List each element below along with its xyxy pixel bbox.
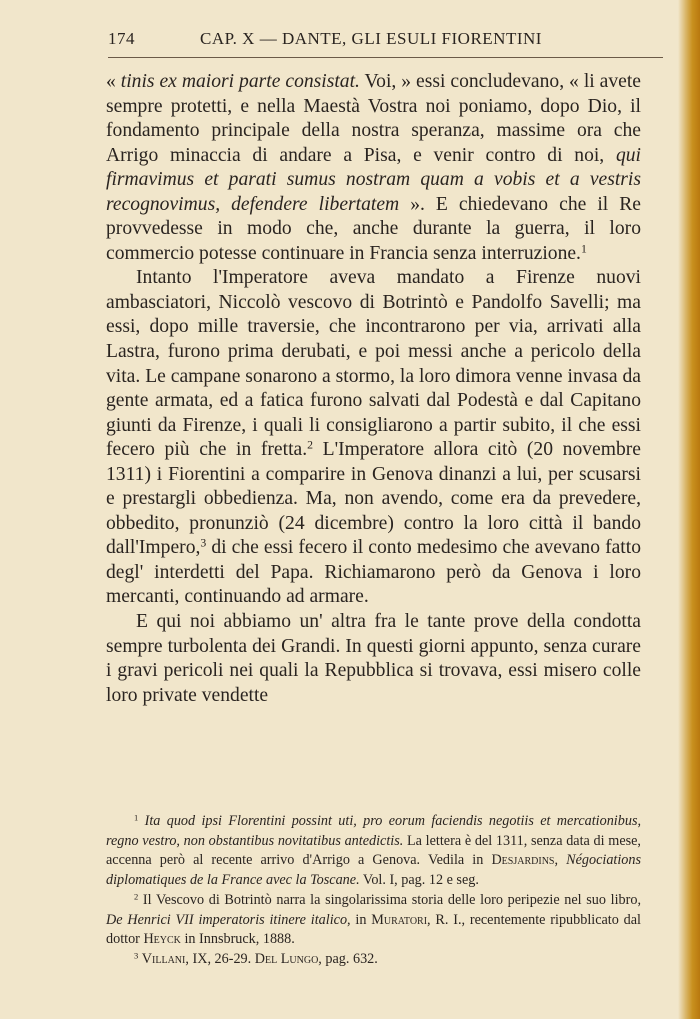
footnote-mark: 3 [134, 950, 139, 961]
author-name: Del Lungo [254, 950, 319, 967]
text-run: di che essi fecero il conto medesimo che avevano fatto degl' interdetti del Papa. Richiamarono però da Genova i loro mercanti, continuando ad armare. [106, 537, 641, 608]
book-title: De Henrici VII imperatoris itinere italico [106, 911, 348, 928]
footnotes [106, 812, 641, 970]
latin-quote: Ita quod ipsi Florentini possint uti, pro eorum faciendis negotiis et mercationibus, regno vestro, non obstantibus novitatibus antedictis. [106, 813, 642, 849]
text-run: , [554, 852, 567, 869]
latin-quote: tinis ex maiori parte consistat. [120, 71, 360, 92]
author-name: Desjardins [491, 852, 555, 869]
latin-quote: qui firmavimus et parati sumus nostram quam a vobis et a vestris recognovimus, defendere libertatem [106, 144, 641, 215]
author-name: Villani [141, 950, 186, 967]
text-run: Vol. I, pag. 12 e seg. [359, 872, 479, 889]
footnote-ref-1: 1 [580, 242, 587, 256]
text-run: , pag. 632. [318, 950, 378, 967]
text-run: E qui noi abbiamo un' altra fra le tante prove della condotta sempre turbolenta dei Grandi. In questi giorni appunto, senza curare i gravi pericoli nei quali la Repubblica si trovava, essi misero colle loro private vendette [106, 611, 641, 706]
footnote-mark: 1 [134, 812, 139, 823]
paragraph-1 [106, 70, 641, 266]
text-run: La lettera è del 1311, senza data di mese, accenna però al recente arrivo d'Arrigo a Genova. Vedila in [106, 832, 641, 869]
text-run: L'Imperatore allora citò (20 novembre 1311) i Fiorentini a comparire in Genova dinanzi a lui, per scusarsi e prestargli obbedienza. Ma, non avendo, come era da prevedere, obbedito, pronunziò (24 dicembre) contro la loro città il bando dall'Impero, [106, 439, 641, 559]
footnote-mark: 2 [134, 891, 139, 902]
text-run: , R. I., recentemente ripubblicato dal dottor [106, 911, 641, 948]
footnote-2 [106, 891, 641, 950]
footnote-3 [106, 950, 641, 970]
author-name: Heyck [143, 931, 181, 948]
running-head: CAP. X — DANTE, GLI ESULI FIORENTINI [200, 29, 542, 48]
page-header [108, 27, 663, 57]
text-run: ». E chiedevano che il Re provvedesse in modo che, anche durante la guerra, il loro commercio potesse continuare in Francia senza interruzione. [106, 193, 641, 264]
text-run: « [106, 71, 121, 92]
footnote-1 [106, 812, 641, 891]
footnote-ref-3: 3 [200, 536, 207, 550]
header-rule [108, 57, 663, 58]
paragraph-3 [106, 610, 641, 708]
text-run: Voi, » essi concludevano, « li avete sempre protetti, e nella Maestà Vostra noi poniamo, dopo Dio, il fondamento principale della nostra speranza, massime ora che Arrigo minaccia di andare a Pisa, e venir contro di noi, [106, 71, 641, 166]
paragraph-2 [106, 266, 641, 610]
main-text [106, 70, 641, 708]
text-run: Il Vescovo di Botrintò narra la singolarissima storia delle loro peripezie nel suo libro, [142, 891, 642, 908]
text-run: in Innsbruck, 1888. [180, 931, 295, 948]
text-run: , in [347, 911, 372, 928]
footnote-ref-2: 2 [307, 438, 313, 452]
text-run: Intanto l'Imperatore aveva mandato a Firenze nuovi ambasciatori, Niccolò vescovo di Botrintò e Pandolfo Savelli; ma essi, dopo mille traversie, che incontrarono per via, arrivati alla Lastra, furono prima derubati, e poi messi anche a pericolo della vita. Le campane sonarono a stormo, la loro dimora venne invasa da gente armata, ed a fatica furono salvati dal Podestà e dal Capitano giunti da Firenze, i quali li consigliarono a partir subito, il che essi fecero più che in fretta. [106, 267, 641, 461]
text-run: , IX, 26-29. [185, 950, 255, 967]
author-name: Muratori [371, 911, 428, 928]
page-edge-decoration [678, 0, 700, 1019]
page-number: 174 [108, 29, 135, 48]
book-title: Négociations diplomatiques de la France avec la Toscane. [106, 852, 642, 889]
